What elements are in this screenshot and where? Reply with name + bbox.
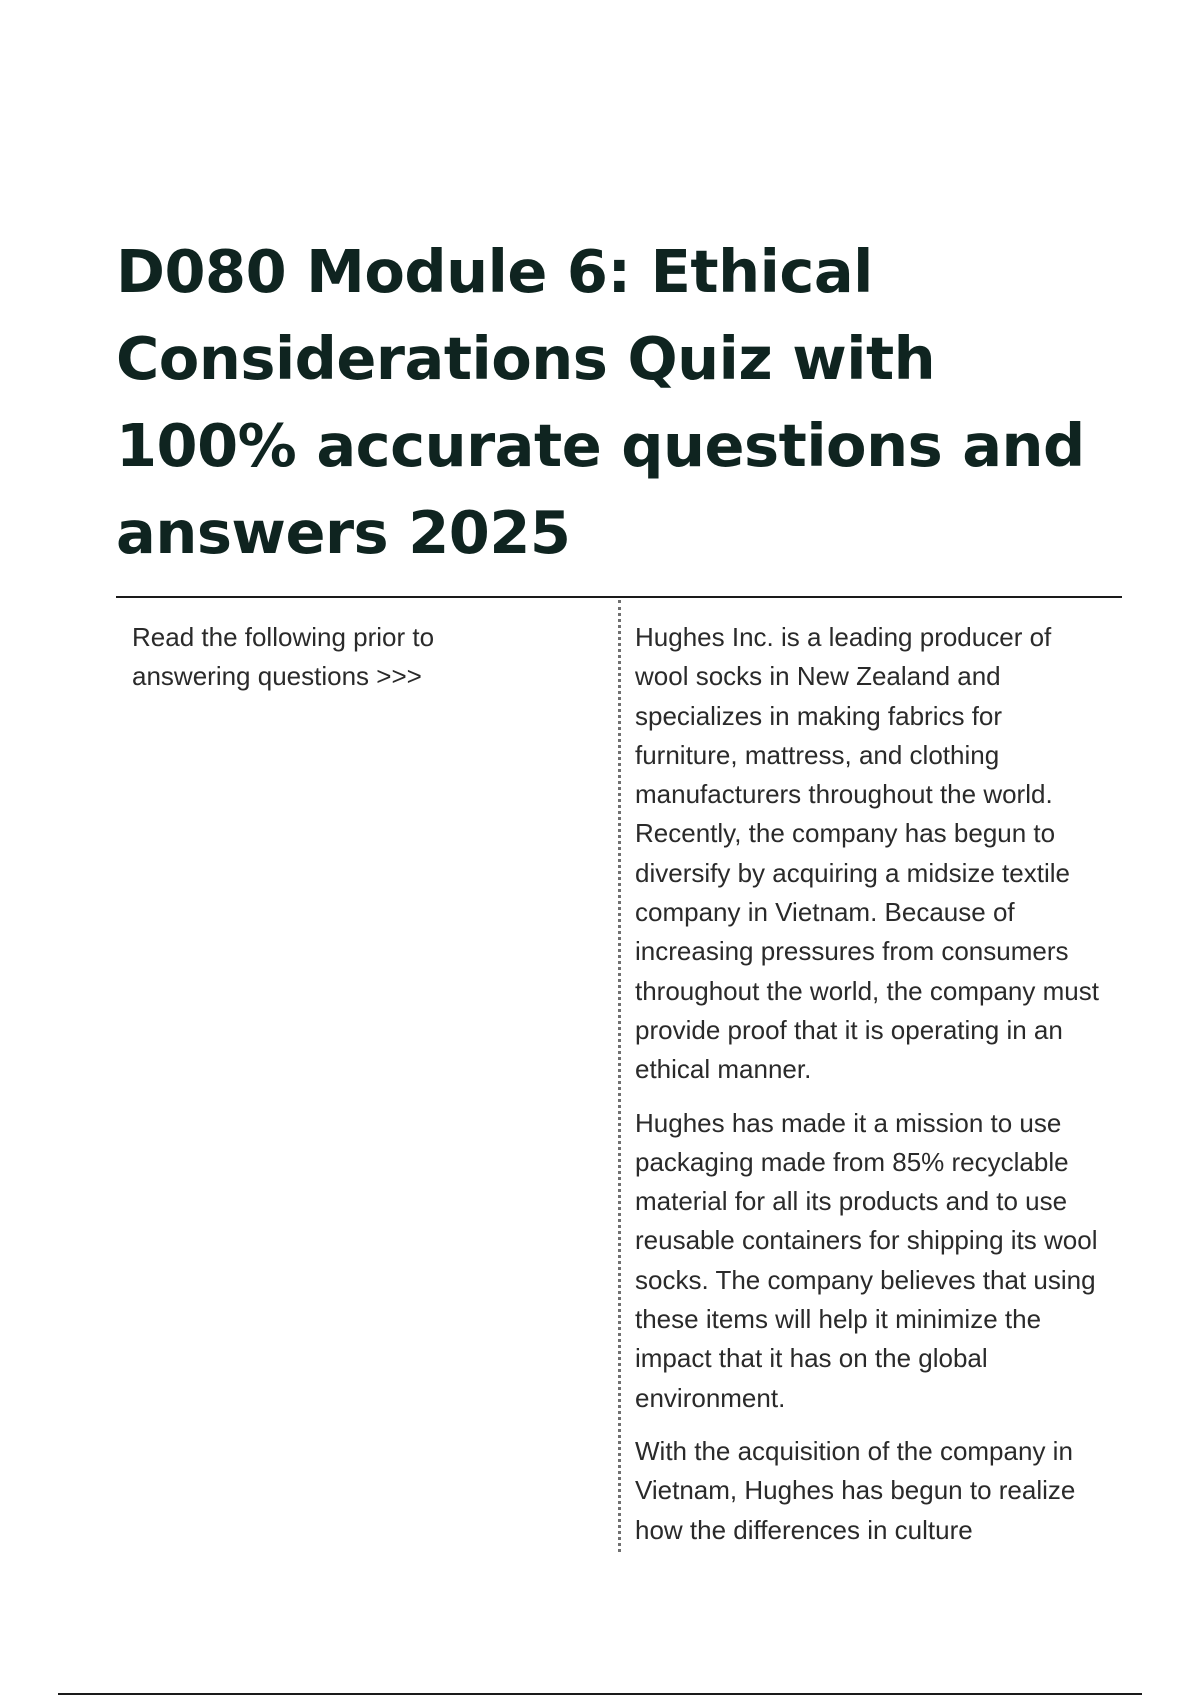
passage-paragraph-1: Hughes Inc. is a leading producer of wool socks in New Zealand and specializes in making fabrics for furniture, mattress, and clothing manufacturers throughout the world. Recently, the company has begun to diversify by acquiring a midsize textile company in Vietnam. Because of increasing pressures from consumers throughout the world, the company must provide proof that it is operating in an ethical manner. — [635, 622, 1099, 1085]
scenario-passage — [635, 618, 1105, 1548]
instruction-text: Read the following prior to answering questions >>> — [132, 622, 435, 691]
passage-paragraph-2: Hughes has made it a mission to use packaging made from 85% recyclable material for all its products and to use reusable containers for shipping its wool socks. The company believes that using these items will help it minimize the impact that it has on the global environment. — [635, 1107, 1098, 1413]
passage-paragraph-3: With the acquisition of the company in Vietnam, Hughes has begun to realize how the differences in culture — [635, 1435, 1076, 1545]
header-divider-line — [116, 596, 1122, 598]
footer-divider-line — [58, 1693, 1142, 1695]
column-divider-dotted — [618, 600, 621, 1552]
document-title: D080 Module 6: Ethical Considerations Quiz with 100% accurate questions and answers 2025 — [116, 237, 1085, 567]
